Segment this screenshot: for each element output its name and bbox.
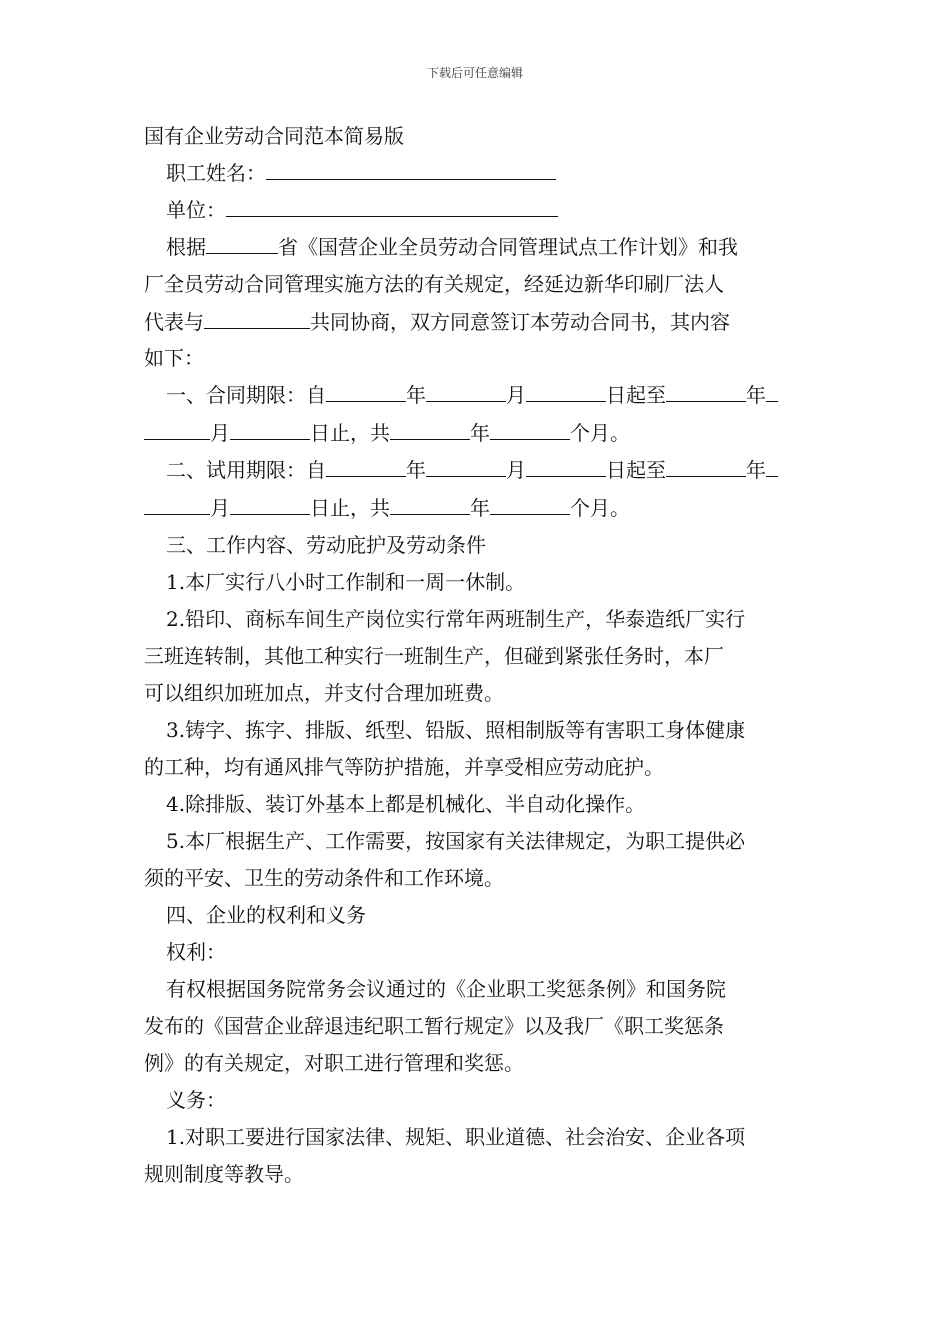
representative-blank[interactable] xyxy=(204,310,310,329)
duties-item-1-line-2: 规则制度等教导。 xyxy=(144,1162,304,1186)
trial-start-day-blank[interactable] xyxy=(526,458,606,477)
intro-text: 共同协商，双方同意签订本劳动合同书，其内容 xyxy=(310,310,730,334)
trial-label: 二、试用期限：自 xyxy=(166,458,326,482)
term-total-years-blank[interactable] xyxy=(390,421,470,440)
trial-end-month-blank-start[interactable] xyxy=(766,458,778,477)
intro-line-1 xyxy=(166,235,738,259)
months-text: 个月。 xyxy=(570,496,630,520)
duties-item-1-line-1: 1.对职工要进行国家法律、规矩、职业道德、社会治安、企业各项 xyxy=(166,1125,746,1149)
day-end-text: 日止，共 xyxy=(310,421,390,445)
term-end-day-blank[interactable] xyxy=(230,421,310,440)
month-text: 月 xyxy=(506,383,526,407)
term-end-year-blank[interactable] xyxy=(666,383,746,402)
province-blank[interactable] xyxy=(206,235,278,254)
section-3-item-3-line-1: 3.铸字、拣字、排版、纸型、铅版、照相制版等有害职工身体健康 xyxy=(166,718,746,742)
intro-line-4: 如下： xyxy=(144,346,204,370)
intro-text: 代表与 xyxy=(144,310,204,334)
section-4-heading: 四、企业的权利和义务 xyxy=(166,903,366,927)
section-3-item-2-line-1: 2.铅印、商标车间生产岗位实行常年两班制生产，华泰造纸厂实行 xyxy=(166,607,746,631)
trial-total-months-blank[interactable] xyxy=(490,496,570,515)
duties-label: 义务： xyxy=(166,1088,226,1112)
section-3-item-2-line-3: 可以组织加班加点，并支付合理加班费。 xyxy=(144,681,504,705)
page-header-note: 下载后可任意编辑 xyxy=(426,66,523,80)
section-3-item-4: 4.除排版、装订外基本上都是机械化、半自动化操作。 xyxy=(166,792,646,816)
day-from-text: 日起至 xyxy=(606,458,666,482)
unit-label: 单位： xyxy=(166,198,226,222)
day-from-text: 日起至 xyxy=(606,383,666,407)
section-3-item-2-line-2: 三班连转制，其他工种实行一班制生产，但碰到紧张任务时，本厂 xyxy=(144,644,724,668)
section-3-item-1: 1.本厂实行八小时工作制和一周一休制。 xyxy=(166,570,526,594)
trial-term-line-2 xyxy=(144,496,630,520)
year-text: 年 xyxy=(470,496,490,520)
section-3-item-5-line-2: 须的平安、卫生的劳动条件和工作环境。 xyxy=(144,866,504,890)
section-3-heading: 三、工作内容、劳动庇护及劳动条件 xyxy=(166,533,486,557)
month-text: 月 xyxy=(210,421,230,445)
section-3-item-3-line-2: 的工种，均有通风排气等防护措施，并享受相应劳动庇护。 xyxy=(144,755,664,779)
month-text: 月 xyxy=(210,496,230,520)
document-title: 国有企业劳动合同范本简易版 xyxy=(144,124,404,148)
trial-start-year-blank[interactable] xyxy=(326,458,406,477)
contract-term-line-2 xyxy=(144,421,630,445)
rights-text-line-2: 发布的《国营企业辞退违纪职工暂行规定》以及我厂《职工奖惩条 xyxy=(144,1014,724,1038)
trial-end-month-blank[interactable] xyxy=(144,496,210,515)
year-text: 年 xyxy=(470,421,490,445)
term-label: 一、合同期限：自 xyxy=(166,383,326,407)
year-text: 年 xyxy=(746,383,766,407)
year-text: 年 xyxy=(746,458,766,482)
month-text: 月 xyxy=(506,458,526,482)
rights-label: 权利： xyxy=(166,940,226,964)
rights-text-line-3: 例》的有关规定，对职工进行管理和奖惩。 xyxy=(144,1051,524,1075)
employee-name-line xyxy=(166,161,556,185)
unit-line xyxy=(166,198,558,222)
intro-text: 根据 xyxy=(166,235,206,259)
section-3-item-5-line-1: 5.本厂根据生产、工作需要，按国家有关法律规定，为职工提供必 xyxy=(166,829,746,853)
year-text: 年 xyxy=(406,383,426,407)
intro-line-3 xyxy=(144,310,730,334)
employee-name-label: 职工姓名： xyxy=(166,161,266,185)
intro-line-2: 厂全员劳动合同管理实施方法的有关规定，经延边新华印刷厂法人 xyxy=(144,272,724,296)
intro-text: 省《国营企业全员劳动合同管理试点工作计划》和我 xyxy=(278,235,738,259)
employee-name-blank[interactable] xyxy=(266,161,556,180)
term-end-month-blank-start[interactable] xyxy=(766,383,778,402)
trial-total-years-blank[interactable] xyxy=(390,496,470,515)
months-text: 个月。 xyxy=(570,421,630,445)
rights-text-line-1: 有权根据国务院常务会议通过的《企业职工奖惩条例》和国务院 xyxy=(166,977,726,1001)
unit-blank[interactable] xyxy=(226,198,558,217)
contract-term-line-1 xyxy=(166,383,778,407)
term-start-day-blank[interactable] xyxy=(526,383,606,402)
trial-end-day-blank[interactable] xyxy=(230,496,310,515)
day-end-text: 日止，共 xyxy=(310,496,390,520)
term-end-month-blank[interactable] xyxy=(144,421,210,440)
term-start-month-blank[interactable] xyxy=(426,383,506,402)
trial-term-line-1 xyxy=(166,458,778,482)
trial-start-month-blank[interactable] xyxy=(426,458,506,477)
year-text: 年 xyxy=(406,458,426,482)
term-start-year-blank[interactable] xyxy=(326,383,406,402)
trial-end-year-blank[interactable] xyxy=(666,458,746,477)
term-total-months-blank[interactable] xyxy=(490,421,570,440)
